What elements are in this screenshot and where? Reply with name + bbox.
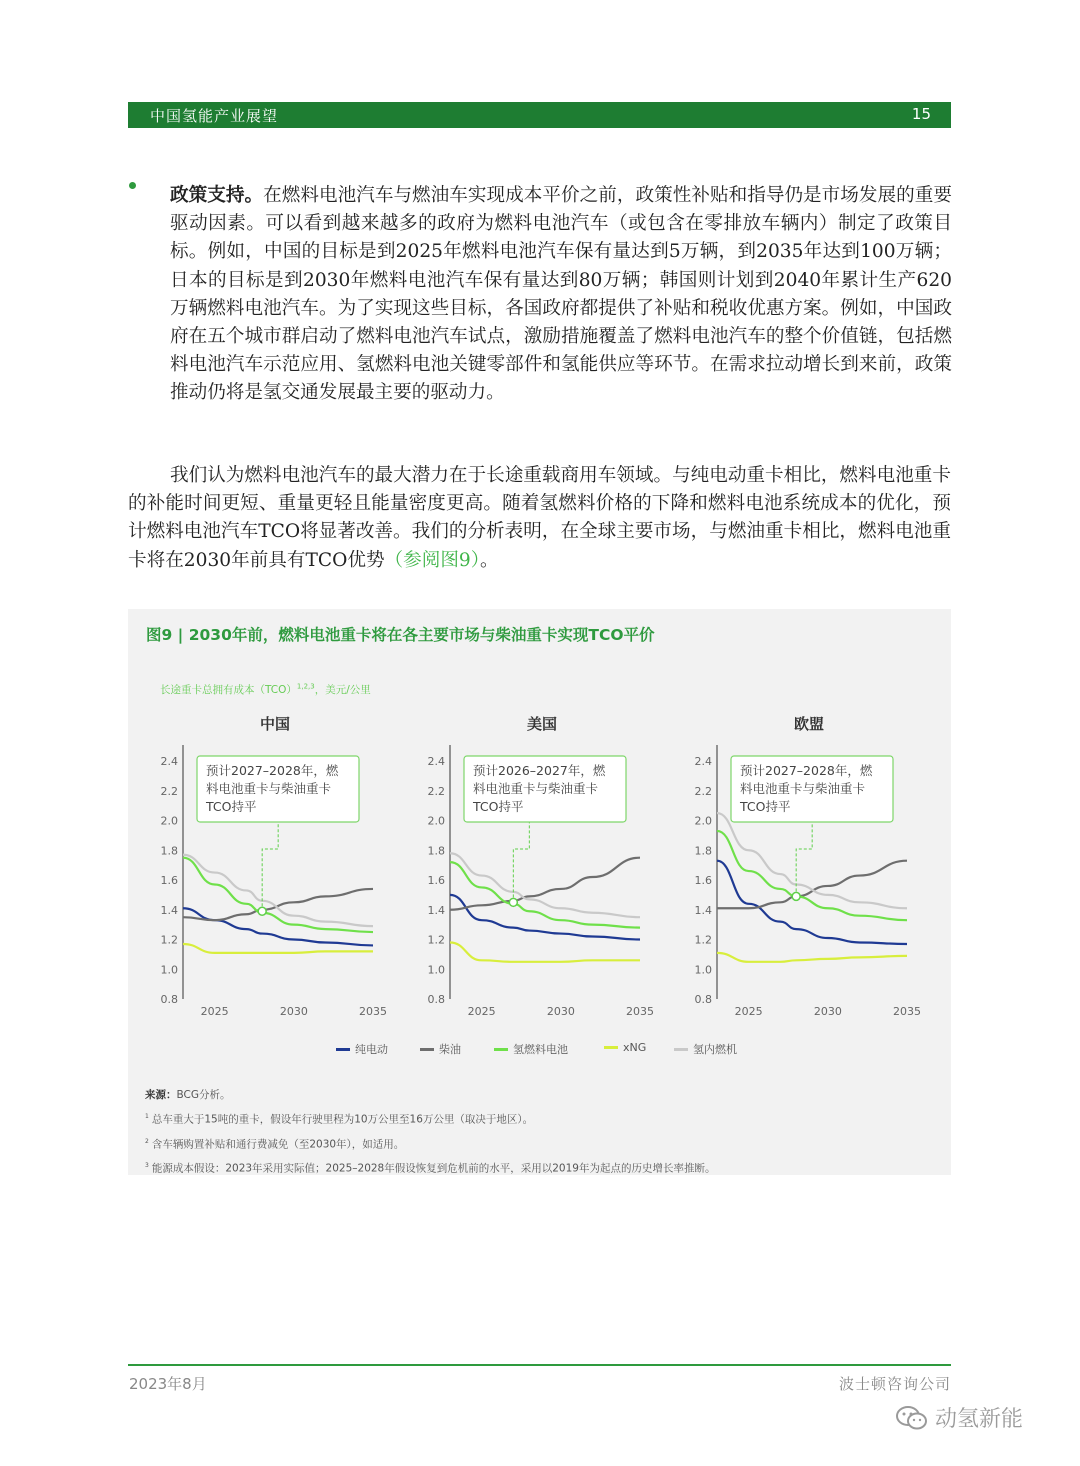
series-line-纯电动 bbox=[183, 908, 373, 945]
y-tick-label: 0.8 bbox=[694, 993, 712, 1006]
y-tick-label: 1.2 bbox=[160, 933, 178, 947]
y-tick-label: 1.4 bbox=[160, 903, 178, 917]
y-tick-label: 1.2 bbox=[694, 933, 712, 947]
parity-marker bbox=[792, 892, 800, 900]
series-line-纯电动 bbox=[450, 895, 640, 940]
annotation-text: 料电池重卡与柴油重卡 bbox=[740, 781, 866, 796]
y-tick-label: 1.8 bbox=[427, 844, 445, 858]
y-tick-label: 1.6 bbox=[427, 874, 445, 887]
series-line-xNG bbox=[450, 942, 640, 961]
annotation-leader bbox=[262, 822, 278, 906]
y-tick-label: 1.0 bbox=[427, 963, 445, 977]
y-tick-label: 1.0 bbox=[160, 963, 178, 977]
footnote bbox=[145, 1131, 715, 1156]
y-tick-label: 1.0 bbox=[694, 963, 712, 977]
y-tick-label: 1.4 bbox=[694, 903, 712, 917]
wechat-icon bbox=[895, 1404, 929, 1432]
series-line-xNG bbox=[183, 944, 373, 953]
legend-swatch bbox=[604, 1046, 618, 1049]
panel-title: 中国 bbox=[259, 715, 291, 733]
footnote-text: 能源成本假设：2023年采用实际值；2025–2028年假设恢复到危机前的水平，采用以2019年为起点的历史增长率推断。 bbox=[151, 1162, 716, 1175]
source-label: 来源： bbox=[145, 1089, 177, 1101]
annotation-text: TCO持平 bbox=[740, 799, 791, 814]
legend-item bbox=[420, 1041, 461, 1057]
legend-label: 氢内燃机 bbox=[693, 1043, 737, 1056]
subtitle-footnote-refs: 1,2,3 bbox=[296, 682, 315, 691]
y-tick-label: 0.8 bbox=[427, 993, 445, 1006]
y-tick-label: 2.4 bbox=[160, 755, 178, 768]
chart-panel bbox=[161, 715, 388, 1018]
y-tick-label: 1.2 bbox=[427, 933, 445, 947]
y-tick-label: 1.6 bbox=[694, 874, 712, 887]
footnote-text: 含车辆购置补贴和通行费减免（至2030年），如适用。 bbox=[151, 1138, 405, 1150]
annotation-text: 预计2027–2028年，燃 bbox=[206, 763, 339, 778]
tco-end: 。 bbox=[480, 549, 499, 571]
policy-lead: 政策支持。 bbox=[170, 185, 264, 206]
chart-panel bbox=[695, 715, 922, 1018]
annotation-text: TCO持平 bbox=[206, 799, 257, 814]
annotation-leader bbox=[796, 822, 812, 891]
legend-swatch bbox=[674, 1048, 688, 1051]
y-tick-label: 2.0 bbox=[427, 814, 445, 828]
series-line-柴油 bbox=[450, 858, 640, 910]
legend-label: 纯电动 bbox=[355, 1043, 388, 1056]
y-tick-label: 2.2 bbox=[694, 784, 712, 798]
y-tick-label: 0.8 bbox=[160, 993, 178, 1006]
legend-swatch bbox=[494, 1048, 508, 1051]
legend-swatch bbox=[336, 1048, 350, 1051]
policy-text: 在燃料电池汽车与燃油车实现成本平价之前，政策性补贴和指导仍是市场发展的重要驱动因素。可以看到越来越多的政府为燃料电池汽车（或包含在零排放车辆内）制定了政策目标。例如，中国的目标是到2025年燃料电池汽车保有量达到5万辆，到2035年达到100万辆；日本的目标是到2030年燃料电池汽车保有量达到80万辆；韩国则计划到2040年累计生产620万辆燃料电池汽车。为了实现这些目标，各国政府都提供了补贴和税收优惠方案。例如，中国政府在五个城市群启动了燃料电池汽车试点，激励措施覆盖了燃料电池汽车的整个价值链，包括燃料电池汽车示范应用、氢燃料电池关键零部件和氢能供应等环节。在需求拉动增长到来前，政策推动仍将是氢交通发展最主要的驱动力。 bbox=[170, 185, 952, 404]
parity-marker bbox=[258, 907, 266, 915]
y-tick-label: 2.0 bbox=[160, 814, 178, 828]
panel-title: 欧盟 bbox=[793, 715, 825, 733]
annotation-text: 预计2026–2027年，燃 bbox=[473, 763, 606, 778]
series-line-氢内燃机 bbox=[450, 853, 640, 917]
y-tick-label: 1.8 bbox=[694, 844, 712, 858]
footnote-number: 2 bbox=[145, 1137, 149, 1145]
parity-marker bbox=[509, 898, 517, 906]
legend-item bbox=[494, 1041, 568, 1057]
x-tick-label: 2025 bbox=[467, 1005, 496, 1018]
x-tick-label: 2035 bbox=[893, 1005, 921, 1018]
y-tick-label: 2.0 bbox=[694, 814, 712, 828]
policy-paragraph bbox=[170, 182, 952, 408]
legend-item bbox=[336, 1041, 388, 1057]
series-line-氢内燃机 bbox=[183, 855, 373, 926]
x-tick-label: 2025 bbox=[200, 1005, 229, 1018]
document-title: 中国氢能产业展望 bbox=[150, 107, 279, 125]
bullet-icon bbox=[129, 182, 136, 189]
subtitle-unit: ，美元/公里 bbox=[314, 684, 371, 696]
annotation-text: 料电池重卡与柴油重卡 bbox=[206, 781, 332, 796]
legend-label: xNG bbox=[623, 1041, 647, 1054]
tco-paragraph bbox=[128, 462, 951, 575]
legend-label: 氢燃料电池 bbox=[513, 1043, 568, 1056]
legend-item bbox=[604, 1041, 646, 1054]
x-tick-label: 2035 bbox=[626, 1005, 654, 1018]
y-tick-label: 1.8 bbox=[160, 844, 178, 858]
series-line-氢燃料电池 bbox=[717, 831, 907, 920]
tco-line-charts bbox=[128, 609, 951, 1029]
y-tick-label: 1.4 bbox=[427, 903, 445, 917]
footnote bbox=[145, 1106, 715, 1131]
source-line bbox=[145, 1085, 715, 1106]
footnote bbox=[145, 1155, 715, 1180]
footnote-number: 1 bbox=[145, 1113, 149, 1120]
footnote-number: 3 bbox=[145, 1162, 149, 1169]
legend-item bbox=[674, 1041, 737, 1057]
figure-reference-link[interactable]: （参阅图9） bbox=[384, 549, 481, 571]
annotation-text: 预计2027–2028年，燃 bbox=[740, 763, 873, 778]
watermark bbox=[895, 1402, 1023, 1433]
footnote-text: 总车重大于15吨的重卡，假设年行驶里程为10万公里至16万公里（取决于地区）。 bbox=[151, 1113, 534, 1126]
figure-9 bbox=[128, 609, 951, 1175]
footer-date: 2023年8月 bbox=[129, 1375, 207, 1393]
figure-title: 图9 | 2030年前，燃料电池重卡将在各主要市场与柴油重卡实现TCO平价 bbox=[146, 626, 655, 644]
header-bar bbox=[128, 102, 951, 128]
footer-company: 波士顿咨询公司 bbox=[838, 1375, 951, 1393]
y-tick-label: 2.2 bbox=[160, 784, 178, 798]
source-text: BCG分析。 bbox=[176, 1089, 231, 1101]
series-line-xNG bbox=[717, 953, 907, 962]
x-tick-label: 2030 bbox=[546, 1005, 575, 1018]
y-tick-label: 2.4 bbox=[427, 755, 445, 768]
panel-title: 美国 bbox=[526, 715, 558, 733]
annotation-text: TCO持平 bbox=[473, 799, 524, 814]
watermark-text: 动氢新能 bbox=[935, 1407, 1024, 1432]
y-tick-label: 1.6 bbox=[160, 874, 178, 887]
x-tick-label: 2025 bbox=[734, 1005, 763, 1018]
series-line-柴油 bbox=[183, 889, 373, 920]
figure-notes bbox=[145, 1085, 715, 1180]
annotation-text: 料电池重卡与柴油重卡 bbox=[473, 781, 599, 796]
tco-text: 我们认为燃料电池汽车的最大潜力在于长途重载商用车领域。与纯电动重卡相比，燃料电池重卡的补能时间更短、重量更轻且能量密度更高。随着氢燃料价格的下降和燃料电池系统成本的优化，预计燃料电池汽车TCO将显著改善。我们的分析表明，在全球主要市场，与燃油重卡相比，燃料电池重卡将在2030年前具有TCO优势 bbox=[128, 465, 951, 571]
annotation-leader bbox=[513, 822, 529, 897]
y-tick-label: 2.4 bbox=[694, 755, 712, 768]
subtitle-text: 长途重卡总拥有成本（TCO） bbox=[160, 684, 297, 696]
chart-panel bbox=[428, 715, 655, 1018]
page-number: 15 bbox=[911, 105, 931, 123]
legend-label: 柴油 bbox=[439, 1043, 461, 1056]
x-tick-label: 2030 bbox=[279, 1005, 308, 1018]
x-tick-label: 2035 bbox=[359, 1005, 387, 1018]
legend-swatch bbox=[420, 1048, 434, 1051]
footer-rule bbox=[128, 1364, 951, 1366]
x-tick-label: 2030 bbox=[813, 1005, 842, 1018]
y-tick-label: 2.2 bbox=[427, 784, 445, 798]
chart-legend bbox=[336, 1041, 776, 1057]
